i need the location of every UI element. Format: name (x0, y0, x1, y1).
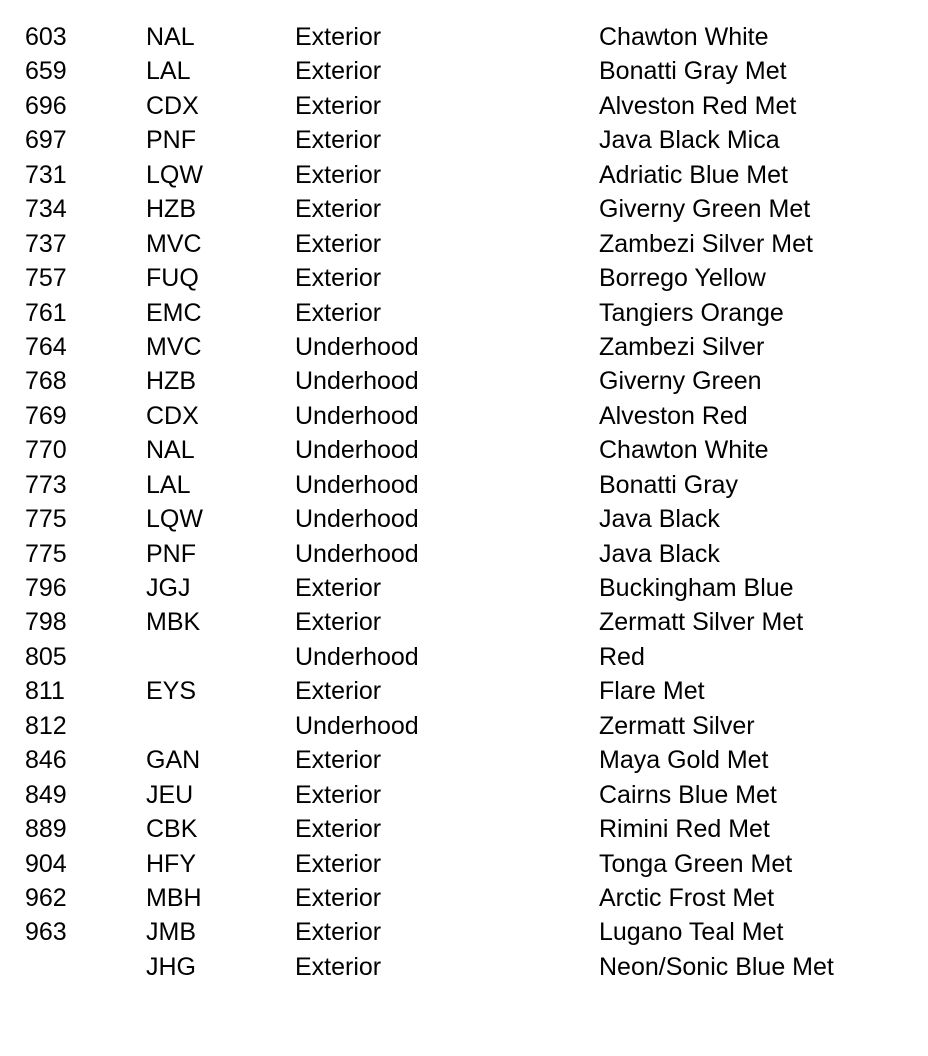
table-row (0, 158, 928, 192)
location-cell: Exterior (295, 815, 382, 844)
table-row (0, 743, 928, 777)
location-cell: Underhood (295, 539, 419, 568)
color-name-cell: Chawton White (599, 436, 769, 465)
paint-code-cell: 761 (25, 298, 67, 327)
manufacturer-code-cell: HFY (146, 849, 196, 878)
color-name-cell: Zermatt Silver Met (599, 608, 804, 637)
manufacturer-code-cell: JMB (146, 918, 196, 947)
table-row (0, 709, 928, 743)
manufacturer-code-cell: HZB (146, 367, 196, 396)
location-cell: Exterior (295, 23, 382, 51)
table-row (0, 89, 928, 123)
location-cell: Exterior (295, 952, 382, 981)
table-row (0, 433, 928, 467)
table-row (0, 881, 928, 915)
location-cell: Underhood (295, 401, 419, 430)
table-row (0, 364, 928, 398)
paint-code-cell: 697 (25, 126, 67, 155)
table-row (0, 605, 928, 639)
table-row (0, 54, 928, 88)
paint-code-cell: 764 (25, 332, 67, 361)
paint-code-cell: 889 (25, 815, 67, 844)
paint-code-cell: 805 (25, 642, 67, 671)
color-name-cell: Java Black (599, 505, 720, 534)
location-cell: Underhood (295, 436, 419, 465)
color-name-cell: Adriatic Blue Met (599, 160, 788, 189)
manufacturer-code-cell: LAL (146, 470, 191, 499)
table-row (0, 20, 928, 54)
manufacturer-code-cell: EMC (146, 298, 202, 327)
color-name-cell: Bonatti Gray Met (599, 57, 787, 86)
color-name-cell: Cairns Blue Met (599, 780, 777, 809)
location-cell: Exterior (295, 57, 382, 86)
paint-code-cell: 775 (25, 539, 67, 568)
paint-code-cell: 849 (25, 780, 67, 809)
manufacturer-code-cell: EYS (146, 677, 197, 706)
location-cell: Exterior (295, 608, 382, 637)
manufacturer-code-cell: NAL (146, 23, 195, 51)
paint-code-cell: 846 (25, 746, 67, 775)
table-row (0, 778, 928, 812)
paint-code-cell: 962 (25, 883, 67, 912)
color-name-cell: Zambezi Silver (599, 332, 765, 361)
location-cell: Exterior (295, 91, 382, 120)
table-row (0, 468, 928, 502)
location-cell: Underhood (295, 505, 419, 534)
location-cell: Underhood (295, 367, 419, 396)
manufacturer-code-cell: PNF (146, 539, 196, 568)
paint-code-cell: 775 (25, 505, 67, 534)
location-cell: Exterior (295, 780, 382, 809)
color-name-cell: Borrego Yellow (599, 264, 766, 293)
color-name-cell: Zambezi Silver Met (599, 229, 813, 258)
manufacturer-code-cell: MVC (146, 332, 202, 361)
color-name-cell: Maya Gold Met (599, 746, 769, 775)
color-name-cell: Java Black Mica (599, 126, 780, 155)
manufacturer-code-cell: LAL (146, 57, 191, 86)
paint-code-cell: 731 (25, 160, 67, 189)
location-cell: Underhood (295, 470, 419, 499)
color-name-cell: Rimini Red Met (599, 815, 770, 844)
location-cell: Exterior (295, 746, 382, 775)
table-row (0, 502, 928, 536)
color-name-cell: Chawton White (599, 23, 769, 51)
manufacturer-code-cell: MBH (146, 883, 202, 912)
paint-code-cell: 737 (25, 229, 67, 258)
manufacturer-code-cell: CDX (146, 401, 199, 430)
table-row (0, 261, 928, 295)
location-cell: Exterior (295, 195, 382, 224)
paint-code-cell: 796 (25, 574, 67, 602)
manufacturer-code-cell: MBK (146, 608, 201, 637)
paint-code-cell: 812 (25, 711, 67, 740)
manufacturer-code-cell: PNF (146, 126, 196, 155)
color-name-cell: Tangiers Orange (599, 298, 784, 327)
location-cell: Exterior (295, 883, 382, 912)
paint-code-cell: 603 (25, 23, 67, 51)
paint-code-cell: 773 (25, 470, 67, 499)
location-cell: Exterior (295, 264, 382, 293)
color-name-cell: Giverny Green Met (599, 195, 811, 224)
table-row (0, 640, 928, 674)
paint-code-cell: 696 (25, 91, 67, 120)
table-row (0, 296, 928, 330)
manufacturer-code-cell: MVC (146, 229, 202, 258)
location-cell: Exterior (295, 298, 382, 327)
paint-code-cell: 659 (25, 57, 67, 86)
paint-code-cell: 798 (25, 608, 67, 637)
paint-code-cell: 769 (25, 401, 67, 430)
manufacturer-code-cell: LQW (146, 505, 203, 534)
paint-code-cell: 904 (25, 849, 67, 878)
paint-code-cell: 770 (25, 436, 67, 465)
location-cell: Exterior (295, 229, 382, 258)
color-name-cell: Tonga Green Met (599, 849, 793, 878)
location-cell: Exterior (295, 126, 382, 155)
location-cell: Exterior (295, 849, 382, 878)
table-row (0, 571, 928, 605)
color-name-cell: Flare Met (599, 677, 705, 706)
color-name-cell: Lugano Teal Met (599, 918, 784, 947)
location-cell: Underhood (295, 642, 419, 671)
paint-code-cell: 757 (25, 264, 67, 293)
manufacturer-code-cell: CBK (146, 815, 198, 844)
color-name-cell: Buckingham Blue (599, 574, 794, 602)
table-row (0, 123, 928, 157)
table-row (0, 847, 928, 881)
paint-code-cell: 811 (25, 677, 65, 706)
color-name-cell: Alveston Red Met (599, 91, 797, 120)
paint-code-cell: 768 (25, 367, 67, 396)
color-name-cell: Java Black (599, 539, 720, 568)
manufacturer-code-cell: FUQ (146, 264, 199, 293)
color-name-cell: Alveston Red (599, 401, 748, 430)
color-name-cell: Zermatt Silver (599, 711, 755, 740)
manufacturer-code-cell: JGJ (146, 574, 191, 602)
location-cell: Underhood (295, 332, 419, 361)
color-name-cell: Bonatti Gray (599, 470, 738, 499)
table-row (0, 674, 928, 708)
location-cell: Underhood (295, 711, 419, 740)
location-cell: Exterior (295, 574, 382, 602)
table-row (0, 950, 928, 984)
location-cell: Exterior (295, 918, 382, 947)
color-name-cell: Arctic Frost Met (599, 883, 775, 912)
paint-code-cell: 734 (25, 195, 67, 224)
color-name-cell: Red (599, 642, 645, 671)
manufacturer-code-cell: JEU (146, 780, 194, 809)
table-row (0, 330, 928, 364)
paint-code-cell: 963 (25, 918, 67, 947)
table-row (0, 537, 928, 571)
color-name-cell: Neon/Sonic Blue Met (599, 952, 834, 981)
table-row (0, 915, 928, 949)
location-cell: Exterior (295, 677, 382, 706)
manufacturer-code-cell: HZB (146, 195, 196, 224)
color-name-cell: Giverny Green (599, 367, 762, 396)
table-row (0, 192, 928, 226)
manufacturer-code-cell: JHG (146, 952, 196, 981)
table-row (0, 812, 928, 846)
table-row (0, 227, 928, 261)
paint-code-table (0, 20, 928, 984)
location-cell: Exterior (295, 160, 382, 189)
manufacturer-code-cell: CDX (146, 91, 199, 120)
manufacturer-code-cell: LQW (146, 160, 203, 189)
manufacturer-code-cell: NAL (146, 436, 195, 465)
manufacturer-code-cell: GAN (146, 746, 201, 775)
table-row (0, 399, 928, 433)
